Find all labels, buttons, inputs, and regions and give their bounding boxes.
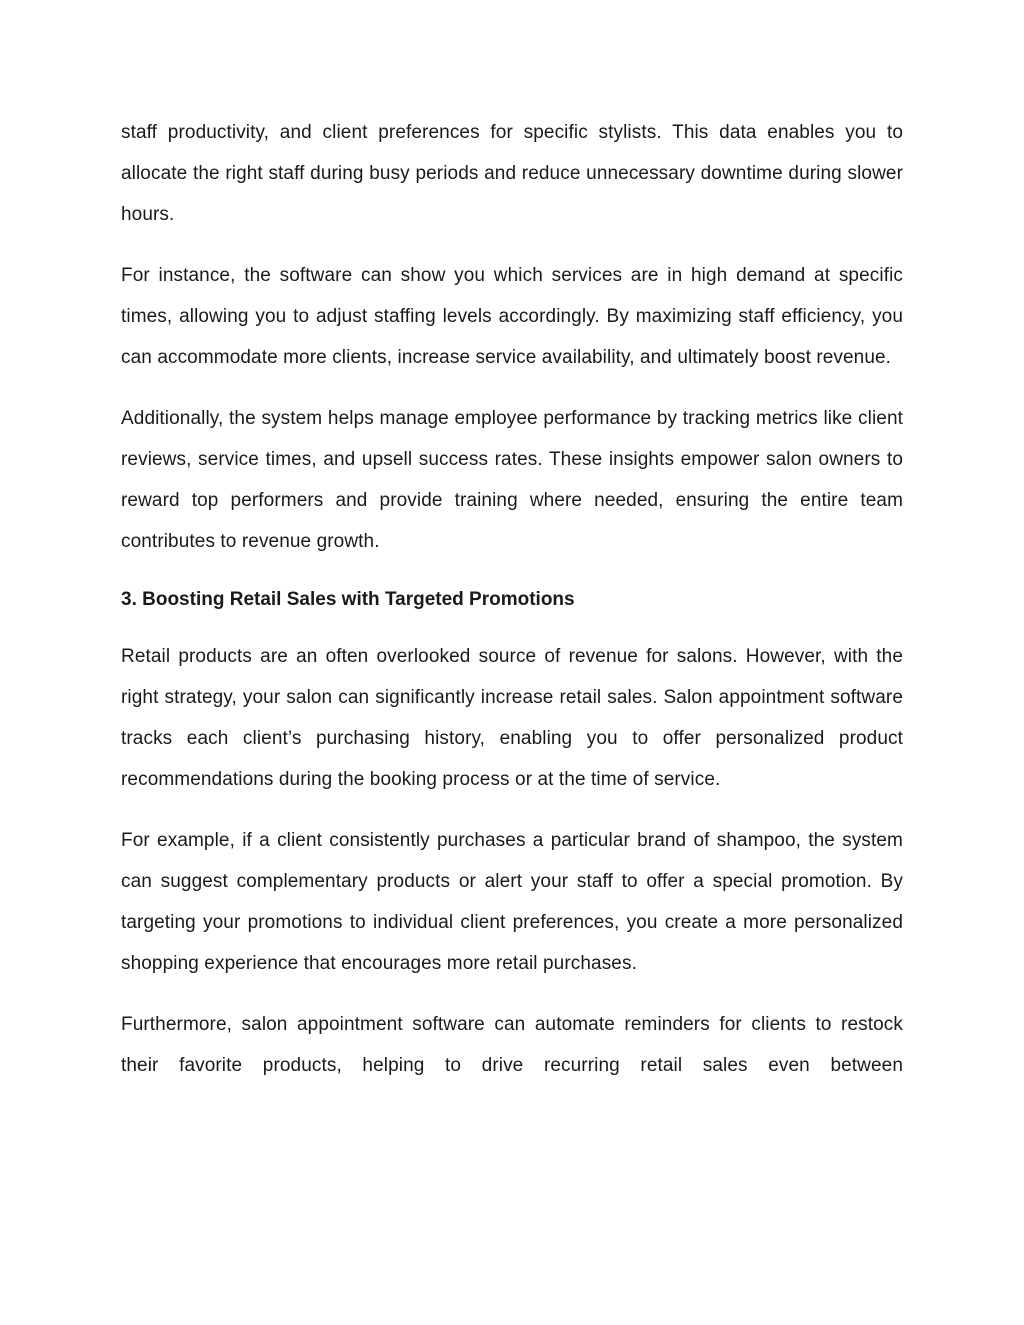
paragraph-staffing-levels: For instance, the software can show you which services are in high demand at specific times, allowing you to adjust staffing levels accordingly. By maximizing staff efficiency, you can accommodate more clients, increase service availability, and ultimately boost revenue.: [121, 265, 903, 368]
section-heading: 3. Boosting Retail Sales with Targeted Promotions: [121, 589, 575, 610]
paragraph-employee-performance: Additionally, the system helps manage employee performance by tracking metrics like client reviews, service times, and upsell success rates. These insights empower salon owners to reward top performers and provide training where needed, ensuring the entire team contributes to revenue growth.: [121, 408, 903, 552]
paragraph-staff-productivity: staff productivity, and client preferences for specific stylists. This data enables you to allocate the right staff during busy periods and reduce unnecessary downtime during slower hours.: [121, 122, 903, 225]
paragraph-shampoo-example: For example, if a client consistently purchases a particular brand of shampoo, the system can suggest complementary products or alert your staff to offer a special promotion. By targeting your promotions to individual client preferences, you create a more personalized shopping experience that encourages more retail purchases.: [121, 830, 903, 974]
paragraph-restock-reminders: Furthermore, salon appointment software can automate reminders for clients to restock their favorite products, helping to drive recurring retail sales even between: [121, 1014, 903, 1076]
paragraph-retail-products: Retail products are an often overlooked source of revenue for salons. However, with the right strategy, your salon can significantly increase retail sales. Salon appointment software tracks each client’s purchasing history, enabling you to offer personalized product recommendations during the booking process or at the time of service.: [121, 646, 903, 790]
document-page: [121, 112, 903, 1106]
